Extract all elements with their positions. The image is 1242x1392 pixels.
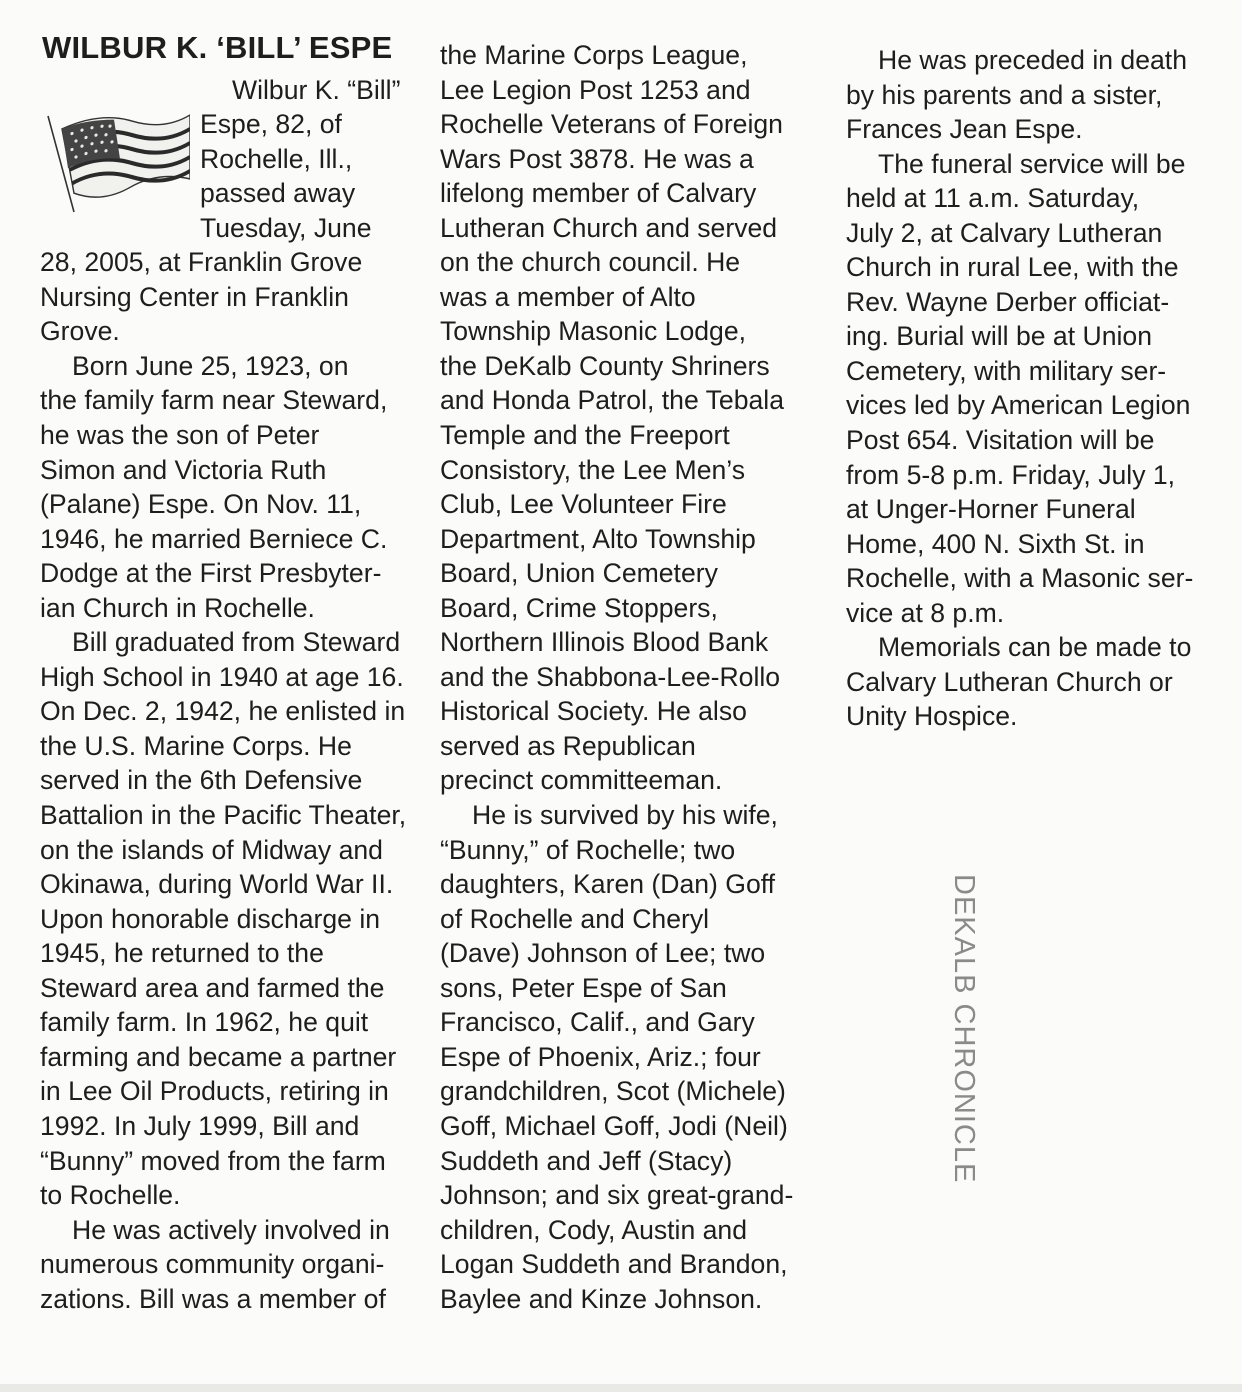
text-line: ian Church in Rochelle. bbox=[40, 592, 315, 623]
text-line: Rochelle Veterans of Foreign bbox=[440, 109, 783, 140]
text-line: Church in rural Lee, with the bbox=[846, 252, 1179, 283]
text-line: of Rochelle and Cheryl bbox=[440, 903, 710, 934]
text-line: he was the son of Peter bbox=[40, 420, 320, 451]
text-line: passed away bbox=[200, 178, 356, 209]
text-line: (Dave) Johnson of Lee; two bbox=[440, 938, 766, 969]
text-line: Unity Hospice. bbox=[846, 701, 1018, 732]
text-line: vice at 8 p.m. bbox=[846, 597, 1005, 628]
obituary-title: WILBUR K. ‘BILL’ ESPE bbox=[42, 30, 393, 65]
text-line: Memorials can be made to bbox=[878, 632, 1192, 663]
text-line: precinct committeeman. bbox=[440, 765, 723, 796]
text-line: sons, Peter Espe of San bbox=[440, 972, 727, 1003]
text-line: vices led by American Legion bbox=[846, 390, 1191, 421]
text-line: He is survived by his wife, bbox=[472, 800, 778, 831]
text-line: Wilbur K. “Bill” bbox=[232, 74, 401, 105]
text-line: at Unger-Horner Funeral bbox=[846, 494, 1136, 525]
text-line: Francisco, Calif., and Gary bbox=[440, 1007, 755, 1038]
text-line: Nursing Center in Franklin bbox=[40, 281, 349, 312]
text-line: Frances Jean Espe. bbox=[846, 114, 1083, 145]
text-line: Consistory, the Lee Men’s bbox=[440, 454, 745, 485]
text-line: Board, Crime Stoppers, bbox=[440, 592, 718, 623]
text-line: zations. Bill was a member of bbox=[40, 1283, 386, 1314]
publication-stamp bbox=[940, 874, 980, 1184]
text-line: children, Cody, Austin and bbox=[440, 1214, 747, 1245]
column-3 bbox=[846, 43, 1216, 734]
text-line: on the church council. He bbox=[440, 247, 741, 278]
text-line: from 5-8 p.m. Friday, July 1, bbox=[846, 459, 1176, 490]
text-line: Tuesday, June bbox=[200, 212, 372, 243]
text-line: Department, Alto Township bbox=[440, 523, 756, 554]
text-line: daughters, Karen (Dan) Goff bbox=[440, 869, 776, 900]
text-line: Rochelle, with a Masonic ser- bbox=[846, 563, 1194, 594]
text-line: Wars Post 3878. He was a bbox=[440, 143, 754, 174]
text-line: Board, Union Cemetery bbox=[440, 558, 718, 589]
text-line: Steward area and farmed the bbox=[40, 972, 385, 1003]
text-line: on the islands of Midway and bbox=[40, 834, 383, 865]
text-line: in Lee Oil Products, retiring in bbox=[40, 1076, 389, 1107]
text-line: Lutheran Church and served bbox=[440, 212, 778, 243]
text-line: served as Republican bbox=[440, 730, 696, 761]
text-line: Okinawa, during World War II. bbox=[40, 869, 394, 900]
text-line: 1992. In July 1999, Bill and bbox=[40, 1110, 360, 1141]
text-line: Northern Illinois Blood Bank bbox=[440, 627, 769, 658]
publication-stamp-text: DEKALB CHRONICLE bbox=[948, 874, 980, 1184]
text-line: Born June 25, 1923, on bbox=[72, 350, 349, 381]
text-line: Rev. Wayne Derber officiat- bbox=[846, 286, 1170, 317]
text-line: July 2, at Calvary Lutheran bbox=[846, 217, 1163, 248]
column-1 bbox=[40, 38, 410, 1316]
text-line: 28, 2005, at Franklin Grove bbox=[40, 247, 363, 278]
text-line: 1945, he returned to the bbox=[40, 938, 324, 969]
text-line: Calvary Lutheran Church or bbox=[846, 666, 1173, 697]
text-line: Johnson; and six great-grand- bbox=[440, 1180, 794, 1211]
text-line: Suddeth and Jeff (Stacy) bbox=[440, 1145, 733, 1176]
text-line: The funeral service will be bbox=[878, 148, 1186, 179]
text-line: and the Shabbona-Lee-Rollo bbox=[440, 661, 781, 692]
column-2 bbox=[440, 38, 812, 1316]
text-line: Logan Suddeth and Brandon, bbox=[440, 1249, 788, 1280]
text-line: served in the 6th Defensive bbox=[40, 765, 363, 796]
text-line: ing. Burial will be at Union bbox=[846, 321, 1152, 352]
text-line: held at 11 a.m. Saturday, bbox=[846, 183, 1140, 214]
text-line: 1946, he married Berniece C. bbox=[40, 523, 388, 554]
text-line: Historical Society. He also bbox=[440, 696, 747, 727]
text-line: Lee Legion Post 1253 and bbox=[440, 74, 751, 105]
text-line: Home, 400 N. Sixth St. in bbox=[846, 528, 1145, 559]
text-line: Goff, Michael Goff, Jodi (Neil) bbox=[440, 1110, 788, 1141]
text-line: family farm. In 1962, he quit bbox=[40, 1007, 369, 1038]
text-line: Club, Lee Volunteer Fire bbox=[440, 489, 727, 520]
text-line: the Marine Corps League, bbox=[440, 40, 748, 70]
text-line: the DeKalb County Shriners bbox=[440, 350, 770, 381]
text-line: (Palane) Espe. On Nov. 11, bbox=[40, 489, 362, 520]
text-line: grandchildren, Scot (Michele) bbox=[440, 1076, 786, 1107]
text-line: Dodge at the First Presbyter- bbox=[40, 558, 382, 589]
text-line: was a member of Alto bbox=[440, 281, 696, 312]
text-line: Post 654. Visitation will be bbox=[846, 425, 1155, 456]
text-line: Upon honorable discharge in bbox=[40, 903, 381, 934]
text-line: lifelong member of Calvary bbox=[440, 178, 757, 209]
text-line: Township Masonic Lodge, bbox=[440, 316, 747, 347]
text-line: Rochelle, Ill., bbox=[200, 143, 353, 174]
text-line: He was preceded in death bbox=[878, 45, 1187, 75]
text-line: and Honda Patrol, the Tebala bbox=[440, 385, 785, 416]
text-line: farming and became a partner bbox=[40, 1041, 397, 1072]
text-line: Espe of Phoenix, Ariz.; four bbox=[440, 1041, 761, 1072]
scan-edge bbox=[0, 1384, 1242, 1392]
text-line: to Rochelle. bbox=[40, 1180, 181, 1211]
text-line: “Bunny,” of Rochelle; two bbox=[440, 834, 736, 865]
text-line: the family farm near Steward, bbox=[40, 385, 388, 416]
text-line: Simon and Victoria Ruth bbox=[40, 454, 327, 485]
text-line: Battalion in the Pacific Theater, bbox=[40, 800, 407, 831]
text-line: Baylee and Kinze Johnson. bbox=[440, 1283, 763, 1314]
text-line: On Dec. 2, 1942, he enlisted in bbox=[40, 696, 406, 727]
text-line: Cemetery, with military ser- bbox=[846, 355, 1167, 386]
text-line: numerous community organi- bbox=[40, 1249, 385, 1280]
text-line: Bill graduated from Steward bbox=[72, 627, 401, 658]
text-line: “Bunny” moved from the farm bbox=[40, 1145, 386, 1176]
text-line: Temple and the Freeport bbox=[440, 420, 730, 451]
text-line: the U.S. Marine Corps. He bbox=[40, 730, 352, 761]
text-line: by his parents and a sister, bbox=[846, 79, 1163, 110]
text-line: Grove. bbox=[40, 316, 120, 347]
text-line: He was actively involved in bbox=[72, 1214, 390, 1245]
text-line: Espe, 82, of bbox=[200, 109, 342, 140]
text-line: High School in 1940 at age 16. bbox=[40, 661, 404, 692]
